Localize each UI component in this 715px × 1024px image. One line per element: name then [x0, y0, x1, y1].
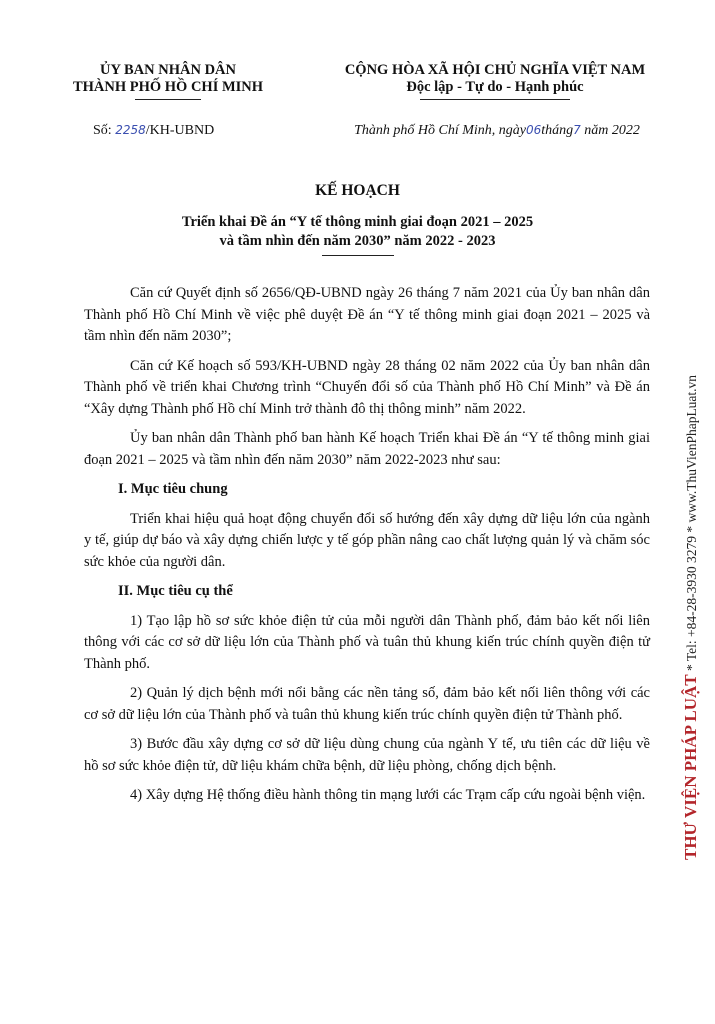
national-motto-header	[300, 62, 690, 100]
paragraph-goal-1: 1) Tạo lập hồ sơ sức khỏe điện tử của mỗi người dân Thành phố, đảm bảo kết nối liên thông với các cơ sở dữ liệu lớn của Thành phố và tuân thủ khung kiến trúc chính quyền điện tử Thành phố.	[84, 612, 650, 672]
paragraph-goal-4: 4) Xây dựng Hệ thống điều hành thông tin mạng lưới các Trạm cấp cứu ngoài bệnh viện.	[130, 787, 646, 803]
dateline-month-word: tháng	[541, 123, 574, 138]
watermark-svg	[676, 150, 706, 870]
watermark-contact: * Tel: +84-28-3930 3279 * www.ThuVienPhapLuat.vn	[684, 374, 699, 675]
watermark-text	[681, 375, 700, 860]
section-heading-specific-goals: II. Mục tiêu cụ thể	[118, 583, 233, 599]
dateline-place: Thành phố Hồ Chí Minh, ngày	[354, 123, 526, 138]
header-divider-left	[135, 99, 201, 100]
section-heading-general-goals: I. Mục tiêu chung	[118, 481, 228, 497]
agency-line-1: ỦY BAN NHÂN DÂN	[99, 62, 236, 78]
dateline-year: năm 2022	[584, 123, 640, 138]
nation-line-1: CỘNG HÒA XÃ HỘI CHỦ NGHĨA VIỆT NAM	[344, 62, 646, 78]
document-title: KẾ HOẠCH	[315, 182, 400, 199]
side-watermark	[676, 150, 706, 870]
paragraph-goal-3: 3) Bước đầu xây dựng cơ sở dữ liệu dùng chung của ngành Y tế, ưu tiên các dữ liệu về hồ sơ sức khỏe điện tử, dữ liệu khám chữa bệnh, dữ liệu phòng, chống dịch bệnh.	[84, 736, 650, 774]
nation-line-2: Độc lập - Tự do - Hạnh phúc	[406, 79, 584, 95]
document-body	[84, 283, 650, 815]
paragraph-issuance: Ủy ban nhân dân Thành phố ban hành Kế hoạch Triển khai Đề án “Y tế thông minh giai đoạn 2021 – 2025 và tầm nhìn đến năm 2030” năm 2022-2023 như sau:	[84, 430, 650, 468]
issuing-agency-header	[58, 62, 278, 100]
reference-number	[93, 123, 214, 139]
subtitle-line-2: và tầm nhìn đến năm 2030” năm 2022 - 2023	[219, 233, 496, 249]
subtitle-line-1: Triển khai Đề án “Y tế thông minh giai đoạn 2021 – 2025	[181, 214, 534, 230]
reference-handwritten-number: 2258	[115, 123, 146, 137]
issue-dateline	[302, 123, 692, 139]
reference-prefix: Số:	[93, 123, 112, 138]
dateline-day: 06	[525, 123, 542, 137]
header-divider-right	[420, 99, 570, 100]
dateline-month: 7	[573, 123, 581, 137]
watermark-brand: THƯ VIỆN PHÁP LUẬT	[681, 674, 700, 860]
paragraph-legal-basis-2: Căn cứ Kế hoạch số 593/KH-UBND ngày 28 tháng 02 năm 2022 của Ủy ban nhân dân Thành phố về triển khai Chương trình “Chuyển đổi số của Thành phố Hồ Chí Minh” và Đề án “Xây dựng Thành phố Hồ chí Minh trở thành đô thị thông minh” năm 2022.	[84, 357, 650, 417]
agency-line-2: THÀNH PHỐ HỒ CHÍ MINH	[72, 79, 264, 95]
reference-suffix: /KH-UBND	[145, 123, 215, 138]
paragraph-legal-basis-1: Căn cứ Quyết định số 2656/QĐ-UBND ngày 26 tháng 7 năm 2021 của Ủy ban nhân dân Thành phố Hồ Chí Minh về việc phê duyệt Đề án “Y tế thông minh giai đoạn 2021 – 2025 và tầm nhìn đến năm 2030”;	[84, 285, 650, 344]
paragraph-goal-2: 2) Quản lý dịch bệnh mới nổi bằng các nền tảng số, đảm bảo kết nối liên thông với các cơ sở dữ liệu lớn của Thành phố và tuân thủ khung kiến trúc chính quyền điện tử Thành phố.	[84, 685, 650, 723]
subtitle-divider	[322, 255, 394, 256]
document-subtitle	[80, 213, 635, 256]
paragraph-general-goal: Triển khai hiệu quả hoạt động chuyển đổi số hướng đến xây dựng dữ liệu lớn của ngành y tế, giúp dự báo và xây dựng chiến lược y tế góp phần nâng cao chất lượng quản lý và chăm sóc sức khỏe của người dân.	[84, 510, 650, 570]
